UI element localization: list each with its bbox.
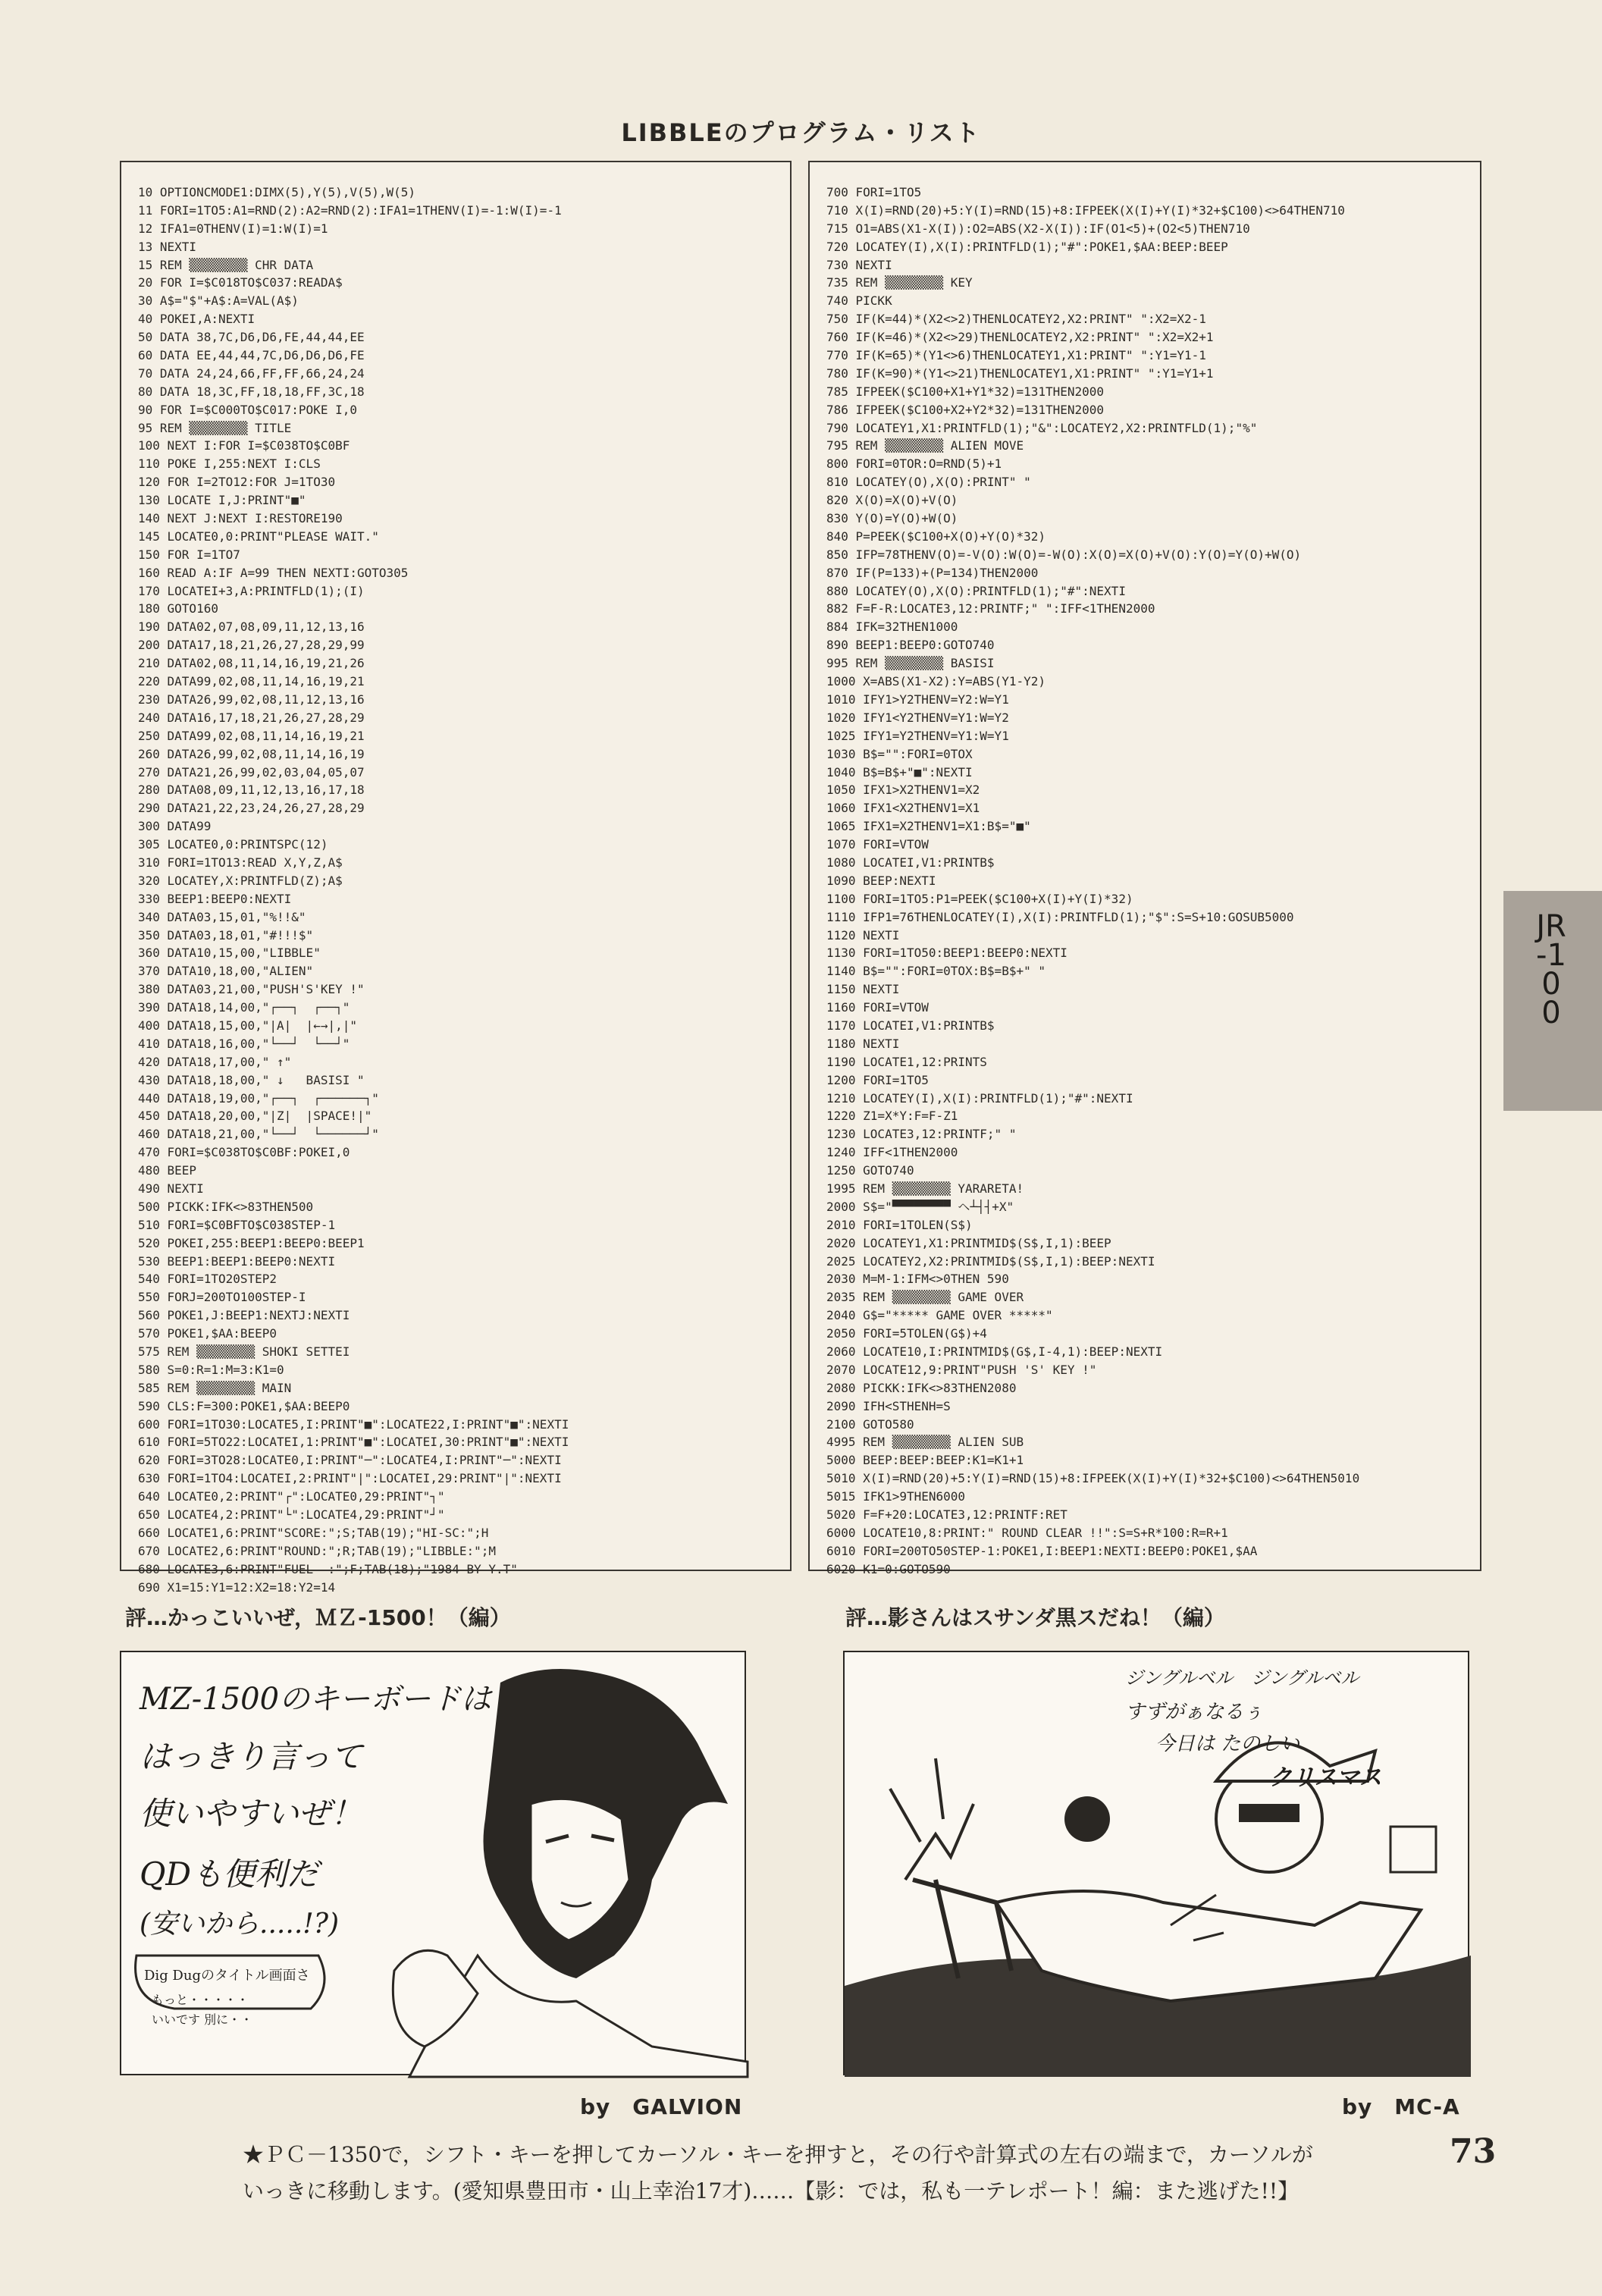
code-line: 110 POKE I,255:NEXT I:CLS [138,456,321,472]
code-line: 1200 FORI=1TO5 [826,1072,929,1087]
credit-right: by MC-A [1342,2094,1460,2119]
code-line: 1025 IFY1=Y2THENV=Y1:W=Y1 [826,728,1009,743]
page-title: LIBBLEのプログラム・リスト [621,118,981,147]
code-line: 730 NEXTI [826,257,892,272]
code-line: 2060 LOCATE10,I:PRINTMID$(G$,I-4,1):BEEP:NEXTI [826,1344,1163,1359]
reader-tip-line-2: いっきに移動します。(愛知県豊田市・山上幸治17才)……【影：では，私も一テレポート！編：また逃げた!!】 [243,2178,1299,2203]
code-line: 840 P=PEEK($C100+X(O)+Y(O)*32) [826,529,1046,544]
section-tab [1503,891,1602,1111]
code-line: 520 POKEI,255:BEEP1:BEEP0:BEEP1 [138,1235,365,1250]
reader-tip-line-1: ★ＰＣ－1350で，シフト・キーを押してカーソル・キーを押すと，その行や計算式の左右の端まで，カーソルが [243,2142,1313,2167]
code-line: 2000 S$="▀▀▀▀▀▀▀▀ ヘ┴┤┤+X" [826,1199,1014,1214]
page-number: 73 [1450,2132,1497,2171]
code-line: 1000 X=ABS(X1-X2):Y=ABS(Y1-Y2) [826,674,1046,689]
code-line: 2025 LOCATEY2,X2:PRINTMID$(S$,I,1):BEEP:NEXTI [826,1253,1155,1269]
code-line: 1050 IFX1>X2THENV1=X2 [826,783,980,798]
speech-line-1: MZ-1500のキーボードは [140,1682,492,1717]
code-line: 820 X(O)=X(O)+V(O) [826,493,958,508]
code-line: 1995 REM ▒▒▒▒▒▒▒▒ YARARETA! [826,1181,1024,1196]
note-line-2: もっと・・・・・ [152,1993,249,2007]
song-line-3: クリスマス [1269,1764,1382,1791]
code-line: 690 X1=15:Y1=12:X2=18:Y2=14 [138,1579,336,1595]
code-line: 1090 BEEP:NEXTI [826,873,936,888]
code-line: 560 POKE1,J:BEEP1:NEXTJ:NEXTI [138,1308,350,1323]
caption-left: 評…かっこいいぜ，ＭＺ-1500！（編） [125,1605,511,1630]
code-line: 530 BEEP1:BEEP1:BEEP0:NEXTI [138,1253,336,1269]
code-line: 340 DATA03,15,01,"%!!&" [138,909,306,924]
code-line: 280 DATA08,09,11,12,13,16,17,18 [138,783,365,798]
code-line: 305 LOCATE0,0:PRINTSPC(12) [138,837,328,852]
code-line: 1080 LOCATEI,V1:PRINTB$ [826,855,995,870]
code-line: 1010 IFY1>Y2THENV=Y2:W=Y1 [826,692,1009,707]
code-line: 2030 M=M-1:IFM<>0THEN 590 [826,1272,1009,1287]
code-line: 145 LOCATE0,0:PRINT"PLEASE WAIT." [138,529,379,544]
code-line: 70 DATA 24,24,66,FF,FF,66,24,24 [138,365,365,381]
code-line: 1030 B$="":FORI=0TOX [826,746,973,761]
code-line: 330 BEEP1:BEEP0:NEXTI [138,891,292,906]
code-line: 1100 FORI=1TO5:P1=PEEK($C100+X(I)+Y(I)*32) [826,891,1133,906]
code-line: 2100 GOTO580 [826,1416,914,1432]
code-line: 40 POKEI,A:NEXTI [138,312,256,327]
code-line: 570 POKE1,$AA:BEEP0 [138,1326,277,1341]
code-line: 11 FORI=1TO5:A1=RND(2):A2=RND(2):IFA1=1THENV(I)=-1:W(I)=-1 [138,202,562,218]
code-line: 2040 G$="***** GAME OVER *****" [826,1308,1053,1323]
code-line: 620 FORI=3TO28:LOCATE0,I:PRINT"─":LOCATE4,I:PRINT"─":NEXTI [138,1453,562,1468]
code-line: 360 DATA10,15,00,"LIBBLE" [138,946,321,961]
code-line: 6020 K1=0:GOTO590 [826,1561,951,1576]
code-line: 480 BEEP [138,1163,197,1178]
song-line-top: ジングルベル ジングルベル [1125,1667,1359,1689]
code-line: 715 O1=ABS(X1-X(I)):O2=ABS(X2-X(I)):IF(O1<5)+(O2<5)THEN710 [826,221,1250,236]
code-line: 850 IFP=78THENV(O)=-V(O):W(O)=-W(O):X(O)=X(O)+V(O):Y(O)=Y(O)+W(O) [826,547,1302,562]
code-line: 100 NEXT I:FOR I=$C038TO$C0BF [138,438,350,453]
code-line: 20 FOR I=$C018TO$C037:READA$ [138,275,343,290]
code-line: 1130 FORI=1TO50:BEEP1:BEEP0:NEXTI [826,946,1067,961]
code-line: 310 FORI=1TO13:READ X,Y,Z,A$ [138,855,343,870]
credit-left: by GALVION [580,2094,743,2119]
code-line: 710 X(I)=RND(20)+5:Y(I)=RND(15)+8:IFPEEK(X(I)+Y(I)*32+$C100)<>64THEN710 [826,202,1345,218]
code-line: 50 DATA 38,7C,D6,D6,FE,44,44,EE [138,330,365,345]
reader-tip [243,2137,1425,2210]
speech-line-3: 使いやすいぜ！ [140,1795,363,1832]
code-line: 270 DATA21,26,99,02,03,04,05,07 [138,764,365,779]
code-line: 890 BEEP1:BEEP0:GOTO740 [826,638,995,653]
code-line: 2020 LOCATEY1,X1:PRINTMID$(S$,I,1):BEEP [826,1235,1111,1250]
program-listing-right [808,161,1481,1576]
code-line: 120 FOR I=2TO12:FOR J=1TO30 [138,475,336,490]
code-line: 795 REM ▒▒▒▒▒▒▒▒ ALIEN MOVE [826,438,1024,453]
code-line: 510 FORI=$C0BFTO$C038STEP-1 [138,1217,336,1232]
code-line: 1250 GOTO740 [826,1163,914,1178]
code-line: 786 IFPEEK($C100+X2+Y2*32)=131THEN2000 [826,402,1105,417]
program-listing-left [120,161,792,1595]
code-line: 2035 REM ▒▒▒▒▒▒▒▒ GAME OVER [826,1290,1024,1305]
code-line: 5020 F=F+20:LOCATE3,12:PRINTF:RET [826,1507,1067,1523]
code-line: 15 REM ▒▒▒▒▒▒▒▒ CHR DATA [138,257,314,272]
code-line: 575 REM ▒▒▒▒▒▒▒▒ SHOKI SETTEI [138,1344,350,1359]
code-line: 210 DATA02,08,11,14,16,19,21,26 [138,656,365,671]
code-line: 1240 IFF<1THEN2000 [826,1145,958,1160]
speech-line-4: QDも便利だ [140,1855,319,1893]
code-line: 590 CLS:F=300:POKE1,$AA:BEEP0 [138,1398,350,1413]
code-line: 320 LOCATEY,X:PRINTFLD(Z);A$ [138,873,343,888]
illustration-right [843,1651,1469,2075]
code-line: 650 LOCATE4,2:PRINT"└":LOCATE4,29:PRINT"┘" [138,1507,445,1523]
code-line: 995 REM ▒▒▒▒▒▒▒▒ BASISI [826,656,995,671]
code-line: 1060 IFX1<X2THENV1=X1 [826,801,980,816]
code-line: 610 FORI=5TO22:LOCATEI,1:PRINT"■":LOCATEI,30:PRINT"■":NEXTI [138,1435,569,1450]
code-line: 240 DATA16,17,18,21,26,27,28,29 [138,710,365,725]
code-line: 400 DATA18,15,00,"|A| |←→|,|" [138,1018,357,1033]
code-line: 500 PICKK:IFK<>83THEN500 [138,1199,314,1214]
code-line: 1140 B$="":FORI=0TOX:B$=B$+" " [826,964,1046,979]
code-line: 13 NEXTI [138,239,197,254]
code-line: 780 IF(K=90)*(Y1<>21)THENLOCATEY1,X1:PRINT" ":Y1=Y1+1 [826,365,1214,381]
code-line: 10 OPTIONCMODE1:DIMX(5),Y(5),V(5),W(5) [138,185,416,199]
code-line: 1070 FORI=VTOW [826,837,929,852]
code-line: 2050 FORI=5TOLEN(G$)+4 [826,1326,987,1341]
code-line: 1065 IFX1=X2THENV1=X1:B$="■" [826,819,1031,834]
code-line: 2070 LOCATE12,9:PRINT"PUSH 'S' KEY !" [826,1362,1097,1377]
code-line: 420 DATA18,17,00," ↑" [138,1054,292,1069]
code-line: 750 IF(K=44)*(X2<>2)THENLOCATEY2,X2:PRINT" ":X2=X2-1 [826,312,1206,327]
code-line: 130 LOCATE I,J:PRINT"■" [138,493,306,508]
code-line: 660 LOCATE1,6:PRINT"SCORE:";S;TAB(19);"HI-SC:";H [138,1525,489,1540]
code-line: 830 Y(O)=Y(O)+W(O) [826,511,958,526]
code-line: 370 DATA10,18,00,"ALIEN" [138,964,314,979]
code-line: 735 REM ▒▒▒▒▒▒▒▒ KEY [826,275,973,290]
code-line: 220 DATA99,02,08,11,14,16,19,21 [138,674,365,689]
section-tab-label: JR-100 [1536,909,1566,1030]
code-line: 770 IF(K=65)*(Y1<>6)THENLOCATEY1,X1:PRINT" ":Y1=Y1-1 [826,348,1206,363]
code-line: 580 S=0:R=1:M=3:K1=0 [138,1362,284,1377]
code-line: 260 DATA26,99,02,08,11,14,16,19 [138,746,365,761]
code-line: 350 DATA03,18,01,"#!!!$" [138,927,314,943]
code-line: 1220 Z1=X*Y:F=F-Z1 [826,1109,958,1124]
code-line: 380 DATA03,21,00,"PUSH'S'KEY !" [138,982,365,997]
code-line: 4995 REM ▒▒▒▒▒▒▒▒ ALIEN SUB [826,1435,1024,1450]
code-line: 1230 LOCATE3,12:PRINTF;" " [826,1127,1017,1142]
code-line: 490 NEXTI [138,1181,204,1196]
code-line: 720 LOCATEY(I),X(I):PRINTFLD(1);"#":POKE1,$AA:BEEP:BEEP [826,239,1228,254]
code-line: 2090 IFH<STHENH=S [826,1398,951,1413]
caption-right: 評…影さんはスサンダ黒スだね！（編） [845,1605,1225,1630]
code-line: 884 IFK=32THEN1000 [826,619,958,635]
code-line: 2080 PICKK:IFK<>83THEN2080 [826,1380,1017,1395]
illustration-left [120,1651,746,2075]
code-line: 5015 IFK1>9THEN6000 [826,1489,966,1504]
code-line: 882 F=F-R:LOCATE3,12:PRINTF;" ":IFF<1THEN2000 [826,601,1155,616]
code-line: 670 LOCATE2,6:PRINT"ROUND:";R;TAB(19);"LIBBLE:";M [138,1543,497,1558]
code-line: 95 REM ▒▒▒▒▒▒▒▒ TITLE [138,420,292,435]
code-line: 800 FORI=0TOR:O=RND(5)+1 [826,456,1002,472]
code-line: 140 NEXT J:NEXT I:RESTORE190 [138,511,343,526]
code-line: 80 DATA 18,3C,FF,18,18,FF,3C,18 [138,384,365,399]
code-line: 6000 LOCATE10,8:PRINT:" ROUND CLEAR !!":S=S+R*100:R=R+1 [826,1525,1228,1540]
code-line: 1150 NEXTI [826,982,900,997]
code-line: 810 LOCATEY(O),X(O):PRINT" " [826,475,1031,490]
code-line: 5010 X(I)=RND(20)+5:Y(I)=RND(15)+8:IFPEEK(X(I)+Y(I)*32+$C100)<>64THEN5010 [826,1471,1360,1486]
song-line-2: 今日は たのしい [1155,1733,1300,1755]
song-line-1: すずがぁなるぅ [1125,1701,1264,1724]
code-line: 290 DATA21,22,23,24,26,27,28,29 [138,801,365,816]
code-line: 740 PICKK [826,293,892,309]
code-line: 410 DATA18,16,00,"└──┘ └──┘" [138,1036,350,1051]
code-line: 1160 FORI=VTOW [826,1000,929,1015]
code-line: 180 GOTO160 [138,601,218,616]
note-line-1: Dig Dugのタイトル画面さ [144,1968,310,1984]
code-line: 170 LOCATEI+3,A:PRINTFLD(1);(I) [138,583,365,598]
code-line: 760 IF(K=46)*(X2<>29)THENLOCATEY2,X2:PRINT" ":X2=X2+1 [826,330,1214,345]
code-line: 90 FOR I=$C000TO$C017:POKE I,0 [138,402,357,417]
code-line: 550 FORJ=200TO100STEP-I [138,1290,306,1305]
code-line: 430 DATA18,18,00," ↓ BASISI " [138,1072,365,1087]
code-line: 585 REM ▒▒▒▒▒▒▒▒ MAIN [138,1380,292,1395]
code-line: 30 A$="$"+A$:A=VAL(A$) [138,293,299,309]
code-line: 12 IFA1=0THENV(I)=1:W(I)=1 [138,221,328,236]
code-line: 300 DATA99 [138,819,212,834]
code-line: 200 DATA17,18,21,26,27,28,29,99 [138,638,365,653]
note-line-3: いいです 別に・・ [152,2012,253,2027]
code-line: 460 DATA18,21,00,"└──┘ └──────┘" [138,1127,379,1142]
code-line: 250 DATA99,02,08,11,14,16,19,21 [138,728,365,743]
code-line: 190 DATA02,07,08,09,11,12,13,16 [138,619,365,635]
code-line: 1120 NEXTI [826,927,900,943]
code-line: 60 DATA EE,44,44,7C,D6,D6,D6,FE [138,348,365,363]
speech-line-2: はっきり言って [140,1738,363,1775]
code-line: 680 LOCATE3,6:PRINT"FUEL :";F;TAB(18);"1984 BY Y.T" [138,1561,518,1576]
code-line: 440 DATA18,19,00,"┌──┐ ┌──────┐" [138,1090,379,1106]
code-line: 700 FORI=1TO5 [826,185,922,199]
code-line: 785 IFPEEK($C100+X1+Y1*32)=131THEN2000 [826,384,1105,399]
code-line: 600 FORI=1TO30:LOCATE5,I:PRINT"■":LOCATE22,I:PRINT"■":NEXTI [138,1416,569,1432]
speech-line-5: (安いから.....!?) [140,1909,340,1940]
code-line: 630 FORI=1TO4:LOCATEI,2:PRINT"|":LOCATEI,29:PRINT"|":NEXTI [138,1471,562,1486]
code-line: 6010 FORI=200TO50STEP-1:POKE1,I:BEEP1:NEXTI:BEEP0:POKE1,$AA [826,1543,1258,1558]
code-line: 1170 LOCATEI,V1:PRINTB$ [826,1018,995,1033]
code-line: 1180 NEXTI [826,1036,900,1051]
code-line: 450 DATA18,20,00,"|Z| |SPACE!|" [138,1109,372,1124]
code-line: 5000 BEEP:BEEP:BEEP:K1=K1+1 [826,1453,1024,1468]
code-line: 160 READ A:IF A=99 THEN NEXTI:GOTO305 [138,565,409,580]
code-line: 2010 FORI=1TOLEN(S$) [826,1217,973,1232]
code-line: 640 LOCATE0,2:PRINT"┌":LOCATE0,29:PRINT"┐" [138,1489,445,1504]
code-line: 230 DATA26,99,02,08,11,12,13,16 [138,692,365,707]
code-line: 150 FOR I=1TO7 [138,547,240,562]
code-line: 1020 IFY1<Y2THENV=Y1:W=Y2 [826,710,1009,725]
code-line: 790 LOCATEY1,X1:PRINTFLD(1);"&":LOCATEY2,X2:PRINTFLD(1);"%" [826,420,1258,435]
code-line: 540 FORI=1TO20STEP2 [138,1272,277,1287]
code-line: 870 IF(P=133)+(P=134)THEN2000 [826,565,1039,580]
code-line: 1190 LOCATE1,12:PRINTS [826,1054,987,1069]
code-line: 470 FORI=$C038TO$C0BF:POKEI,0 [138,1145,350,1160]
code-line: 390 DATA18,14,00,"┌──┐ ┌──┐" [138,1000,350,1015]
code-line: 1210 LOCATEY(I),X(I):PRINTFLD(1);"#":NEXTI [826,1090,1133,1106]
code-line: 1110 IFP1=76THENLOCATEY(I),X(I):PRINTFLD(1);"$":S=S+10:GOSUB5000 [826,909,1294,924]
code-line: 1040 B$=B$+"■":NEXTI [826,764,973,779]
code-line: 880 LOCATEY(O),X(O):PRINTFLD(1);"#":NEXTI [826,583,1126,598]
